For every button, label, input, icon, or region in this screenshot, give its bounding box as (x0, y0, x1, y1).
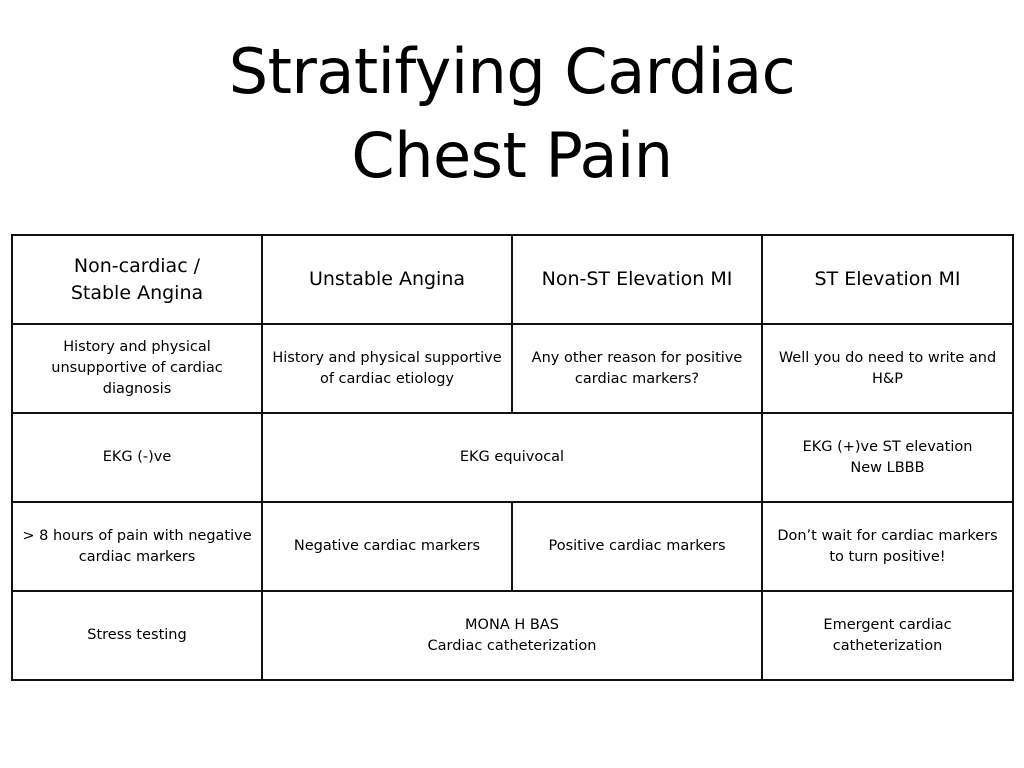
cell-text: Negative cardiac markers (293, 538, 481, 554)
cell-text: > 8 hours of pain with negative (22, 527, 252, 544)
header-unstable-angina (262, 235, 512, 324)
cell-text: of cardiac etiology (319, 370, 455, 387)
slide-title-line-2: Chest Pain (351, 119, 673, 192)
cell-text: diagnosis (102, 381, 172, 397)
stratification-table (11, 234, 1014, 681)
table-row-ekg (12, 413, 1013, 502)
cell-ekg-non-cardiac (12, 413, 262, 502)
cell-management-acs (262, 591, 762, 680)
cell-text: Positive cardiac markers (548, 538, 726, 554)
cell-text: EKG (-)ve (102, 449, 172, 465)
cell-management-non-cardiac (12, 591, 262, 680)
cell-text: cardiac markers? (574, 370, 700, 387)
cell-management-stemi (762, 591, 1013, 680)
header-stemi-label: ST Elevation MI (814, 268, 961, 290)
cell-markers-nstemi (512, 502, 762, 591)
cell-text: New LBBB (850, 459, 925, 476)
cell-text: History and physical supportive (272, 349, 502, 366)
slide-title-line-1: Stratifying Cardiac (228, 35, 796, 108)
cell-text: Emergent cardiac (823, 616, 952, 633)
table-row-history (12, 324, 1013, 413)
cell-history-non-cardiac (12, 324, 262, 413)
cell-markers-unstable-angina (262, 502, 512, 591)
cell-text: Well you do need to write and (778, 349, 997, 366)
cell-text: EKG (+)ve ST elevation (802, 438, 973, 455)
cell-text: EKG equivocal (459, 449, 565, 465)
slide-title (0, 30, 1024, 198)
table-row-markers (12, 502, 1013, 591)
header-nstemi (512, 235, 762, 324)
cell-history-stemi (762, 324, 1013, 413)
header-nstemi-label: Non-ST Elevation MI (541, 268, 733, 290)
header-non-cardiac (12, 235, 262, 324)
cell-text: MONA H BAS (465, 616, 559, 633)
cell-history-unstable-angina (262, 324, 512, 413)
header-non-cardiac-line-1: Non-cardiac / (73, 254, 201, 277)
cell-text: Stress testing (87, 627, 187, 643)
cell-text: unsupportive of cardiac (51, 360, 223, 376)
cell-markers-stemi (762, 502, 1013, 591)
header-stemi (762, 235, 1013, 324)
cell-text: Any other reason for positive (531, 349, 743, 366)
table-header-row (12, 235, 1013, 324)
cell-text: catheterization (832, 637, 943, 654)
header-unstable-angina-label: Unstable Angina (308, 268, 466, 290)
cell-ekg-equivocal (262, 413, 762, 502)
table-row-management (12, 591, 1013, 680)
cell-history-nstemi (512, 324, 762, 413)
cell-text: H&P (872, 370, 903, 387)
cell-text: Cardiac catheterization (427, 637, 597, 654)
cell-text: cardiac markers (78, 548, 196, 565)
cell-markers-non-cardiac (12, 502, 262, 591)
cell-text: Don’t wait for cardiac markers (777, 527, 998, 544)
header-non-cardiac-line-2: Stable Angina (70, 281, 204, 304)
cell-ekg-stemi (762, 413, 1013, 502)
cell-text: to turn positive! (829, 548, 946, 565)
cell-text: History and physical (63, 339, 211, 355)
